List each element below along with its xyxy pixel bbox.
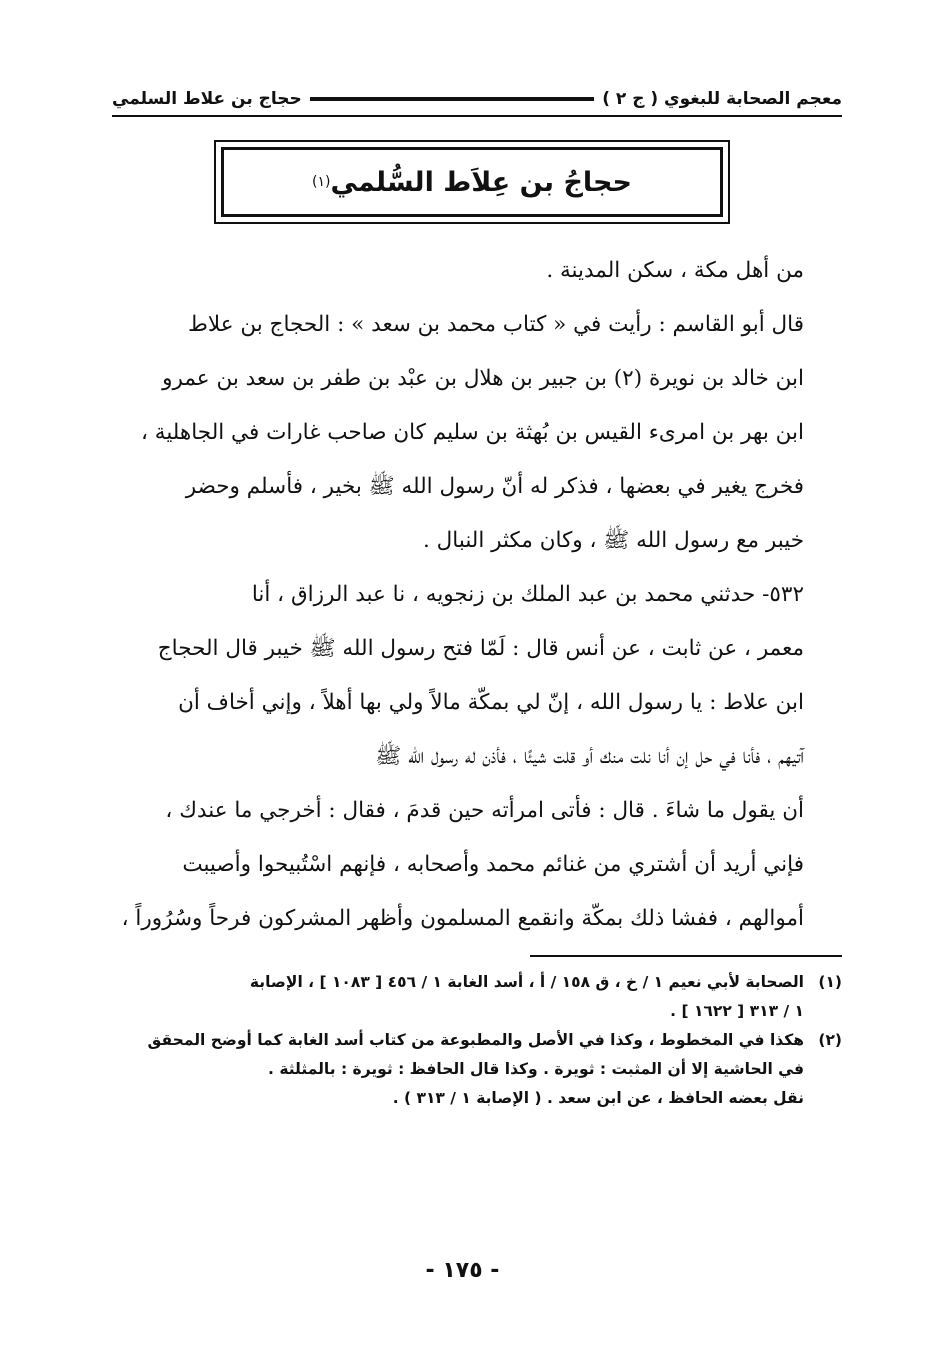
running-head-entry-name: حجاج بن علاط السلمي — [112, 89, 302, 109]
text-line: أموالهم ، ففشا ذلك بمكّة وانقمع المسلمون وأظهر المشركون فرحاً وسُرُوراً ، — [121, 906, 804, 931]
text-line: فإني أريد أن أشتري من غنائم محمد وأصحابه ، فإنهم اسْتُبيحوا وأصيبت — [182, 852, 804, 877]
page-number: - ١٧٥ - — [425, 1258, 500, 1283]
text-line: ابن بهر بن امرىء القيس بن بُهثة بن سليم كان صاحب غارات في الجاهلية ، — [141, 420, 804, 445]
text-line: أن يقول ما شاءَ . قال : فأتى امرأته حين قدمَ ، فقال : أخرجي ما عندك ، — [165, 798, 804, 823]
entry-title-inner-frame — [221, 147, 723, 217]
entry-title-frame — [214, 140, 730, 224]
paragraph-hadith-532 — [112, 568, 842, 946]
text-line: ٥٣٢- حدثني محمد بن عبد الملك بن زنجويه ، نا عبد الرزاق ، أنا — [251, 582, 804, 607]
text-line: ابن علاط : يا رسول الله ، إنّ لي بمكّة مالاً ولي بها أهلاً ، وإني أخاف أن — [178, 690, 804, 715]
footnote-number: (٢) — [818, 1031, 842, 1049]
text-line: آتيهم ، فأنا في حل إن أنا نلت منك أو قلت شيئًا ، فأذن له رسول الله ﷺ — [375, 744, 804, 769]
footnote-text — [112, 1026, 804, 1113]
footnote-1 — [112, 968, 842, 1026]
paragraph-residence: من أهل مكة ، سكن المدينة . — [546, 258, 804, 283]
text-line: فخرج يغير في بعضها ، فذكر له أنّ رسول الله ﷺ بخير ، فأسلم وحضر — [185, 474, 804, 499]
footnote-text — [112, 968, 804, 1026]
running-head-rule — [310, 97, 594, 101]
running-head-book-title: معجم الصحابة للبغوي ( ج ٢ ) — [602, 89, 842, 109]
footnote-2 — [112, 1026, 842, 1113]
text-line: معمر ، عن ثابت ، عن أنس قال : لَمّا فتح رسول الله ﷺ خيبر قال الحجاج — [157, 636, 804, 661]
paragraph-lineage — [112, 298, 842, 568]
main-text — [112, 244, 842, 946]
footnote-line: هكذا في المخطوط ، وكذا في الأصل والمطبوعة من كتاب أسد الغابة كما أوضح المحقق — [147, 1031, 804, 1049]
footnotes — [112, 968, 842, 1113]
header-divider — [112, 115, 842, 117]
footnote-line: ١ / ٣١٣ [ ١٦٢٢ ] . — [670, 1002, 804, 1020]
text-line: ابن خالد بن نويرة (٢) بن جبير بن هلال بن عبْد بن طفر بن سعد بن عمرو — [162, 366, 804, 391]
footnote-line: الصحابة لأبي نعيم ١ / خ ، ق ١٥٨ / أ ، أسد الغابة ١ / ٤٥٦ [ ١٠٨٣ ] ، الإصابة — [249, 973, 804, 991]
footnote-line: في الحاشية إلا أن المثبت : ثويرة . وكذا قال الحافظ : ثويرة : بالمثلثة . — [268, 1060, 804, 1078]
entry-title-footnote-ref: (١) — [312, 174, 331, 190]
running-head — [112, 84, 842, 114]
footnote-divider — [530, 955, 842, 957]
text-line: خيبر مع رسول الله ﷺ ، وكان مكثر النبال . — [422, 528, 804, 553]
entry-title: حجاجُ بن عِلاَط السُّلمي — [330, 166, 632, 198]
text-line: قال أبو القاسم : رأيت في « كتاب محمد بن سعد » : الحجاج بن علاط — [188, 312, 804, 337]
footnote-line: نقل بعضه الحافظ ، عن ابن سعد . ( الإصابة ١ / ٣١٣ ) . — [392, 1089, 804, 1107]
footnote-number: (١) — [818, 973, 842, 991]
